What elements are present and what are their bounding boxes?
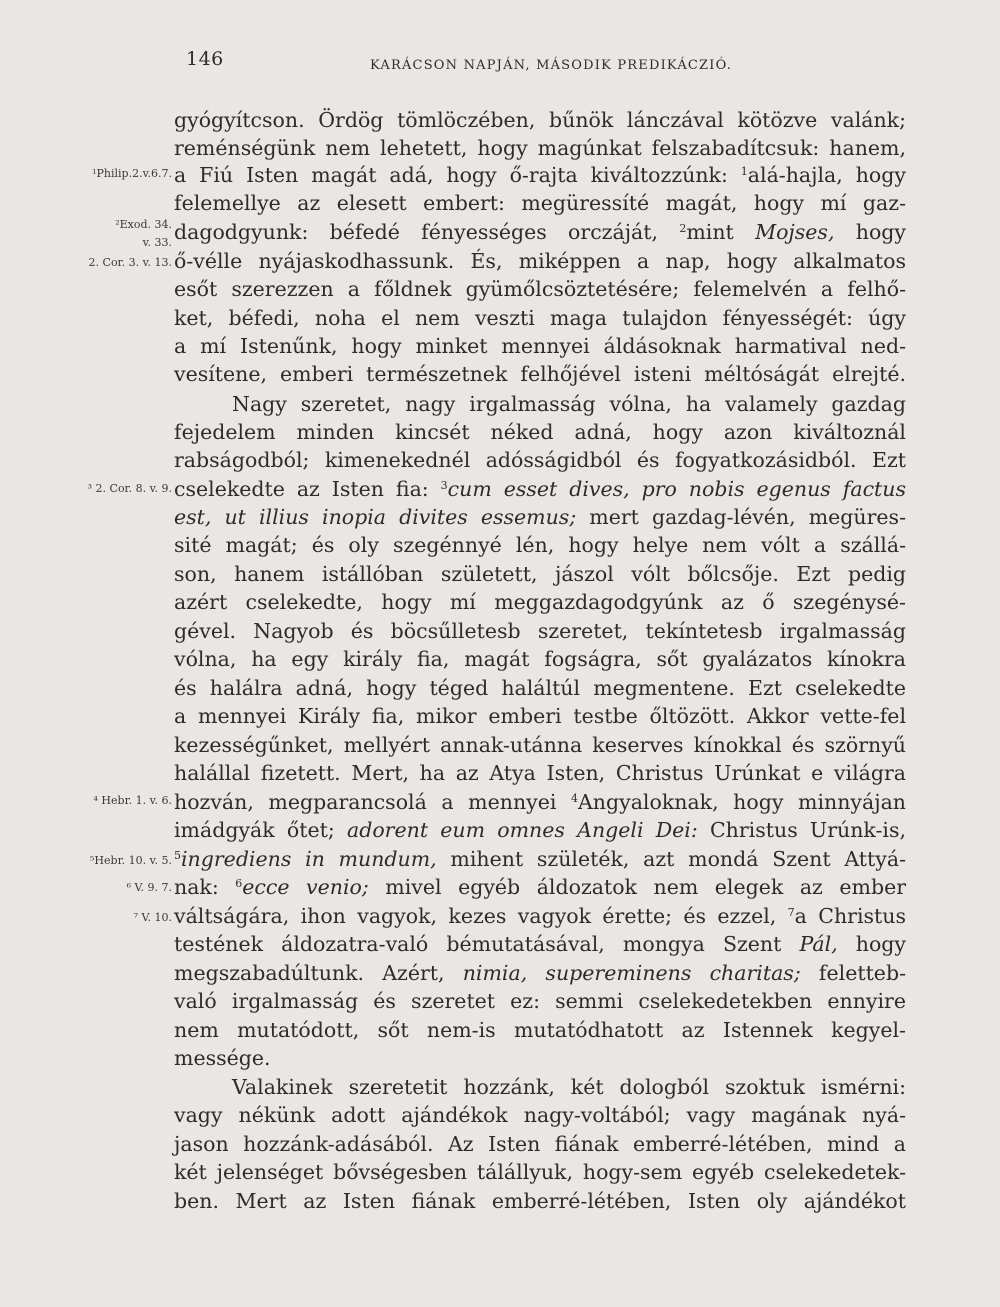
- margin-note: 2. Cor. 3. v. 13.: [88, 256, 172, 269]
- text-line: testének áldozatra-való bémutatásával, mongya Szent Pál, hogy: [174, 932, 907, 956]
- text-line: est, ut illius inopia divites essemus; mert gazdag-lévén, megüres-: [174, 505, 906, 529]
- text-line: vagy nékünk adott ajándékok nagy-voltából; vagy magának nyá-: [174, 1103, 906, 1127]
- running-head: KARÁCSON NAPJÁN, MÁSODIK PREDIKÁCZIÓ.: [370, 58, 733, 73]
- margin-note: ⁵Hebr. 10. v. 5.: [90, 854, 172, 867]
- text-line: váltságára, ihon vagyok, kezes vagyok érette; és ezzel, $^7$a Christus: [174, 904, 906, 928]
- text-line: rabságodból; kimenekednél adósságidból és fogyatkozásidból. Ezt: [174, 448, 906, 472]
- text-line: ő-vélle nyájaskodhassunk. És, miképpen a nap, hogy alkalmatos: [174, 249, 906, 273]
- text-line: cselekedte az Isten fia: $^3$cum esset dives, pro nobis egenus factus: [174, 477, 907, 501]
- page-number: 146: [186, 48, 224, 70]
- text-line: reménségünk nem lehetett, hogy magúnkat felszabadítcsuk: hanem,: [174, 136, 906, 160]
- text-line: messége.: [174, 1046, 271, 1070]
- margin-note: v. 33.: [142, 236, 172, 249]
- text-line: Valakinek szeretetit hozzánk, két dologból szoktuk ismérni:: [232, 1075, 906, 1099]
- text-line: nak: $^6$ecce venio; mivel egyéb áldozatok nem elegek az ember: [174, 875, 906, 899]
- text-line: ben. Mert az Isten fiának emberré-létében, Isten oly ajándékot: [174, 1189, 906, 1213]
- text-line: halállal fizetett. Mert, ha az Atya Isten, Christus Urúnkat e világra: [174, 761, 906, 785]
- text-line: vesítene, emberi természetnek felhőjével isteni méltóságát elrejté.: [174, 362, 906, 386]
- text-line: való irgalmasság és szeretet ez: semmi cselekedetekben ennyire: [174, 989, 906, 1013]
- text-line: imádgyák őtet; adorent eum omnes Angeli Dei: Christus Urúnk-is,: [174, 818, 906, 842]
- text-line: gével. Nagyob és böcsűlletesb szeretet, tekíntetesb irgalmasság: [174, 619, 906, 643]
- text-line: dagodgyunk: béfedé fényességes orczáját, $^2$mint Mojses, hogy: [174, 220, 907, 244]
- margin-note: ⁶ V. 9. 7.: [126, 881, 172, 894]
- margin-note: ¹Philip.2.v.6.7.: [92, 167, 172, 180]
- text-line: kezességűnket, mellyért annak-utánna keserves kínokkal és szörnyű: [174, 733, 906, 757]
- text-line: vólna, ha egy király fia, magát fogságra, sőt gyalázatos kínokra: [174, 647, 906, 671]
- margin-note: ²Exod. 34.: [115, 218, 172, 231]
- text-line: a mennyei Király fia, mikor emberi testbe őltözött. Akkor vette-fel: [174, 704, 906, 728]
- text-line: felemellye az elesett embert: megüressíté magát, hogy mí gaz-: [174, 191, 906, 215]
- text-line: és halálra adná, hogy téged haláltúl megmentene. Ezt cselekedte: [174, 676, 906, 700]
- text-line: hozván, megparancsolá a mennyei $^4$Angyaloknak, hogy minnyájan: [174, 790, 906, 814]
- text-line: nem mutatódott, sőt nem-is mutatódhatott az Istennek kegyel-: [174, 1018, 906, 1042]
- margin-note: ⁴ Hebr. 1. v. 6.: [93, 794, 172, 807]
- margin-note: ³ 2. Cor. 8. v. 9.: [87, 482, 172, 495]
- text-line: azért cselekedte, hogy mí meggazdagodgyúnk az ő szegénysé-: [174, 590, 906, 614]
- text-line: fejedelem minden kincsét néked adná, hogy azon kiváltoznál: [174, 420, 906, 444]
- text-line: megszabadúltunk. Azért, nimia, supereminens charitas; feletteb-: [174, 961, 906, 985]
- text-line: ket, béfedi, noha el nem veszti maga tulajdon fényességét: úgy: [174, 306, 906, 330]
- text-line: Nagy szeretet, nagy irgalmasság vólna, ha valamely gazdag: [232, 392, 906, 416]
- text-line: jason hozzánk-adásából. Az Isten fiának emberré-létében, mind a: [174, 1132, 906, 1156]
- text-line: sité magát; és oly szegénnyé lén, hogy helye nem vólt a szállá-: [174, 533, 906, 557]
- text-line: gyógyítcson. Ördög tömlöczében, bűnök lánczával kötözve valánk;: [174, 108, 906, 132]
- text-line: a Fiú Isten magát adá, hogy ő-rajta kiváltozzúnk: $^1$alá-hajla, hogy: [174, 163, 906, 187]
- text-line: a mí Istenűnk, hogy minket mennyei áldásoknak harmatival ned-: [174, 334, 906, 358]
- text-line: két jelenséget bővségesben tálállyuk, hogy-sem egyéb cselekedetek-: [174, 1160, 906, 1184]
- text-line: esőt szerezzen a főldnek gyümőlcsöztetésére; felemelvén a felhő-: [174, 277, 906, 301]
- text-line: $^5$ingrediens in mundum, mihent születék, azt mondá Szent Attyá-: [174, 847, 906, 871]
- text-line: son, hanem istállóban született, jászol vólt bőlcsője. Ezt pedig: [174, 562, 906, 586]
- margin-note: ⁷ V. 10.: [133, 911, 172, 924]
